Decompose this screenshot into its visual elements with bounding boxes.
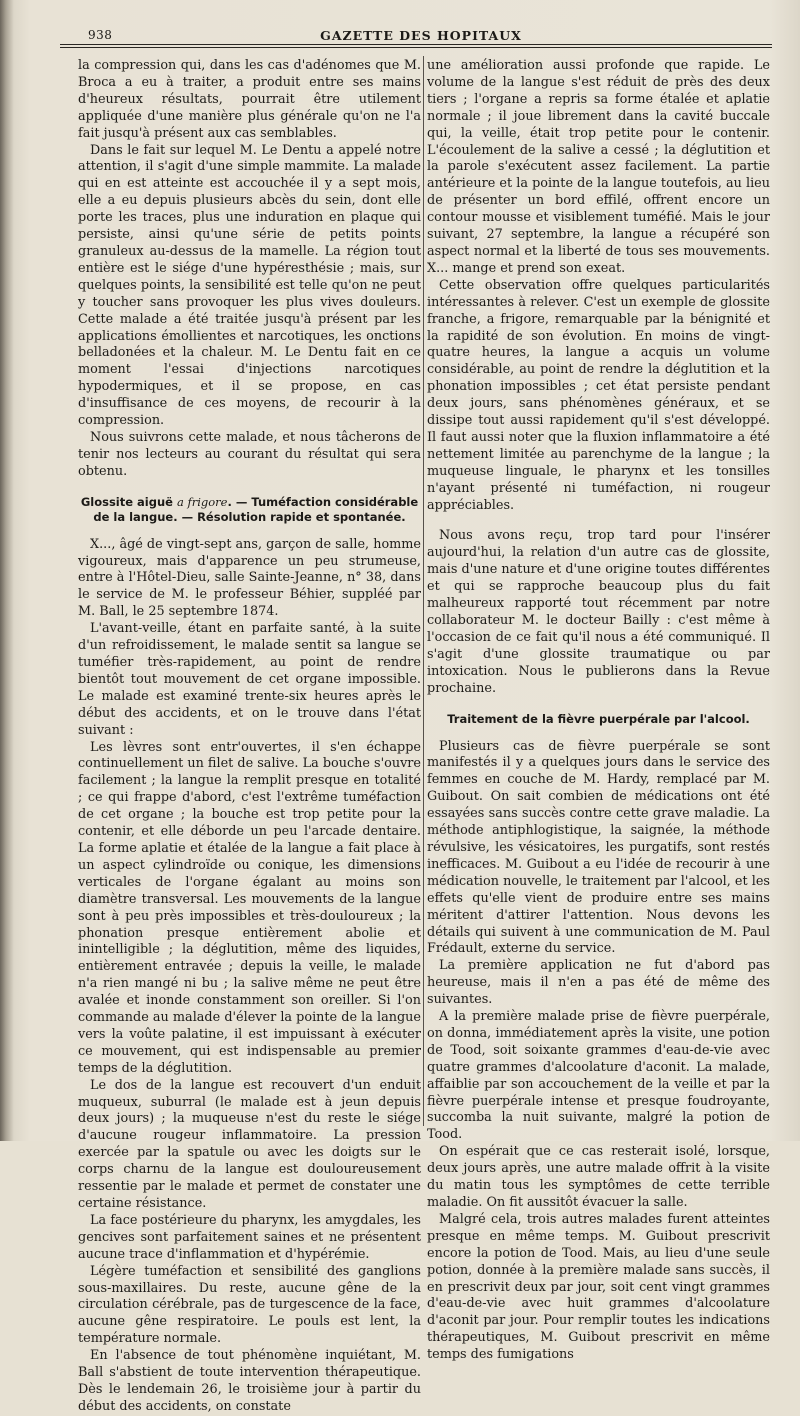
paragraph: La première application ne fut d'abord pas heureuse, mais il n'en a pas été de même des suivantes. (427, 958, 770, 1008)
journal-title: GAZETTE DES HOPITAUX (320, 28, 522, 43)
section-heading-glossite (78, 495, 421, 525)
paragraph: X..., âgé de vingt-sept ans, garçon de salle, homme vigoureux, mais d'apparence un peu strumeuse, entre à l'Hôtel-Dieu, salle Sainte-Jeanne, n° 38, dans le service de M. le professeur Béhier, suppléé par M. Ball, le 25 septembre 1874. (78, 536, 421, 620)
paragraph: En l'absence de tout phénomène inquiétant, M. Ball s'abstient de toute intervention thérapeutique. Dès le lendemain 26, le troisième jour à partir du début des accidents, on constate (78, 1348, 421, 1414)
section-heading-italic: a frigore (176, 494, 228, 509)
right-column (427, 58, 770, 1364)
page-header (60, 22, 782, 50)
spacer (427, 514, 770, 528)
page-number: 938 (88, 28, 113, 42)
paragraph: Malgré cela, trois autres malades furent atteintes presque en même temps. M. Guibout prescrivit encore la potion de Tood. Mais, au lieu d'une seule potion, donnée à la première malade sans succès, il en prescrivit deux par jour, soit cent vingt grammes d'eau-de-vie avec huit grammes d'alcoolature d'aconit par jour. Pour remplir toutes les indications thérapeutiques, M. Guibout prescrivit en même temps des fumigations (427, 1211, 770, 1363)
section-heading-part: Glossite aiguë (80, 494, 177, 509)
section-heading-fievre: Traitement de la fièvre puerpérale par l'alcool. (447, 711, 750, 726)
paragraph: A la première malade prise de fièvre puerpérale, on donna, immédiatement après la visite, une potion de Tood, soit soixante grammes d'eau-de-vie avec quatre grammes d'alcoolature d'aconit. La malade, affaiblie par son accouchement de la veille et par la fièvre puerpérale intense et presque foudroyante, succomba la nuit suivante, malgré la potion de Tood. (427, 1009, 770, 1143)
paragraph: la compression qui, dans les cas d'adénomes que M. Broca a eu à traiter, a produit entre ses mains d'heureux résultats, pourrait être utilement appliquée d'une manière plus générale qu'on ne l'a fait jusqu'à présent aux cas semblables. (78, 58, 421, 141)
header-rule (60, 44, 772, 45)
paragraph: Légère tuméfaction et sensibilité des ganglions sous-maxillaires. Du reste, aucune gêne de la circulation cérébrale, pas de turgescence de la face, aucune gêne respiratoire. Le pouls est lent, la température normale. (78, 1263, 421, 1347)
paragraph: La face postérieure du pharynx, les amygdales, les gencives sont parfaitement saines et ne présentent aucune trace d'inflammation et d'hypérémie. (78, 1212, 421, 1262)
paragraph: une amélioration aussi profonde que rapide. Le volume de la langue s'est réduit de près des deux tiers ; l'organe a repris sa forme étalée et aplatie normale ; il joue librement dans la cavité buccale qui, la veille, était trop petite pour le contenir. L'écoulement de la salive a cessé ; la déglutition et la parole s'exécutent assez facilement. La partie antérieure et la pointe de la langue toutefois, au lieu de présenter un bord effilé, offrent encore un contour mousse et visiblement tuméfié. Mais le jour suivant, 27 septembre, la langue a récupéré son aspect normal et la liberté de tous ses mouvements. X... mange et prend son exeat. (427, 58, 770, 276)
paragraph: Les lèvres sont entr'ouvertes, il s'en échappe continuellement un filet de salive. La bouche s'ouvre facilement ; la langue la remplit presque en totalité ; ce qui frappe d'abord, c'est l'extrême tuméfaction de cet organe ; la bouche est trop petite pour la contenir, et elle déborde un peu l'arcade dentaire. La forme aplatie et étalée de la langue a fait place à un aspect cylindroïde ou conique, les dimensions verticales de l'organe égalant au moins son diamètre transversal. Les mouvements de la langue sont à peu près impossibles et très-douloureux ; la phonation presque entièrement abolie et inintelligible ; la déglutition, même des liquides, entièrement entravée ; depuis la veille, le malade n'a rien mangé ni bu ; la salive même ne peut être avalée et inonde constamment son oreiller. Si l'on commande au malade d'élever la pointe de la langue vers la voûte palatine, il est impuissant à exécuter ce mouvement, qui est indispensable au premier temps de la déglutition. (78, 739, 421, 1076)
paragraph: Plusieurs cas de fièvre puerpérale se sont manifestés il y a quelques jours dans le service des femmes en couche de M. Hardy, remplacé par M. Guibout. On sait combien de médications ont été essayées sans succès contre cette grave maladie. La méthode antiphlogistique, la saignée, la méthode révulsive, les vésicatoires, les purgatifs, sont restés inefficaces. M. Guibout a eu l'idée de recourir à une médication nouvelle, le traitement par l'alcool, et les effets qu'elle vient de produire entre ses mains méritent d'attirer l'attention. Nous devons les détails qui suivent à une communication de M. Paul Frédault, externe du service. (427, 738, 770, 957)
paragraph: Dans le fait sur lequel M. Le Dentu a appelé notre attention, il s'agit d'une simple mammite. La malade qui en est atteinte est accouchée il y a sept mois, elle a eu depuis plusieurs abcès du sein, dont elle porte les traces, plus une induration en plaque qui persiste, ainsi qu'une série de petits points granuleux au-dessus de la mamelle. La région tout entière est le siége d'une hypéresthésie ; mais, sur quelques points, la sensibilité est telle qu'on ne peut y toucher sans provoquer les plus vives douleurs. Cette malade a été traitée jusqu'à présent par les applications émollientes et narcotiques, les onctions belladonées et la chaleur. M. Le Dentu fait en ce moment l'essai d'injections narcotiques hypodermiques, et il se propose, en cas d'insuffisance de ces moyens, de recourir à la compression. (78, 142, 421, 429)
paragraph: Nous avons reçu, trop tard pour l'insérer aujourd'hui, la relation d'un autre cas de glossite, mais d'une nature et d'une origine toutes différentes et qui se rapproche beaucoup plus du fait malheureux rapporté tout récemment par notre collaborateur M. le docteur Bailly : c'est même à l'occasion de ce fait qu'il nous a été communiqué. Il s'agit d'une glossite traumatique ou par intoxication. Nous le publierons dans la Revue prochaine. (427, 528, 770, 696)
header-rule-thin (60, 47, 772, 48)
section-heading-part: . — Tuméfaction considérable de la langue. — Résolution rapide et spontanée. (93, 494, 419, 524)
paragraph: Le dos de la langue est recouvert d'un enduit muqueux, suburral (le malade est à jeun depuis deux jours) ; la muqueuse n'est du reste le siége d'aucune rougeur inflammatoire. La pression exercée par la spatule ou avec les doigts sur le corps charnu de la langue est douloureusement ressentie par le malade et permet de constater une certaine résistance. (78, 1077, 421, 1211)
column-divider (423, 56, 424, 1126)
paragraph: Nous suivrons cette malade, et nous tâcherons de tenir nos lecteurs au courant du résultat qui sera obtenu. (78, 429, 421, 479)
left-column (78, 58, 421, 1416)
paragraph: Cette observation offre quelques particularités intéressantes à relever. C'est un exemple de glossite franche, a frigore, remarquable par la bénignité et la rapidité de son évolution. En moins de vingt-quatre heures, la langue a acquis un volume considérable, au point de rendre la déglutition et la phonation impossibles ; cet état persiste pendant deux jours, sans phénomènes généraux, et se dissipe tout aussi rapidement qu'il s'est développé. Il faut aussi noter que la fluxion inflammatoire a été nettement limitée au parenchyme de la langue ; la muqueuse linguale, le pharynx et les tonsilles n'ayant présenté ni tuméfaction, ni rougeur appréciables. (427, 277, 770, 513)
paragraph: L'avant-veille, étant en parfaite santé, à la suite d'un refroidissement, le malade sentit sa langue se tuméfier très-rapidement, au point de rendre bientôt tout mouvement de cet organe impossible. Le malade est examiné trente-six heures après le début des accidents, et on le trouve dans l'état suivant : (78, 621, 421, 738)
paragraph: On espérait que ce cas resterait isolé, lorsque, deux jours après, une autre malade offrit à la visite du matin tous les symptômes de cette terrible maladie. On fit aussitôt évacuer la salle. (427, 1144, 770, 1210)
